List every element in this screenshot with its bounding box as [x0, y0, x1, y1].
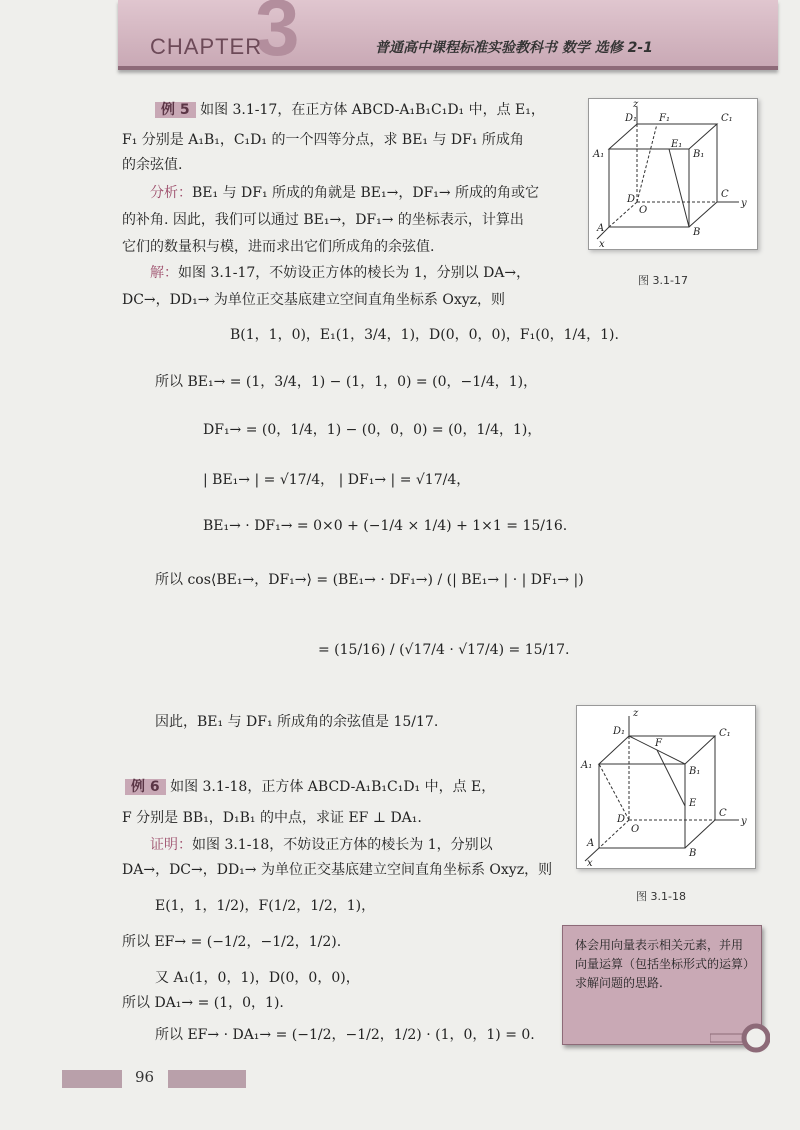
solution-line2: DC→，DD₁→ 为单位正交基底建立空间直角坐标系 Oxyz，则 [122, 292, 506, 308]
fig2-F-label: F [655, 738, 662, 749]
figure-3-1-17 [588, 98, 758, 250]
fig2-y-label: y [741, 816, 747, 827]
fig2-C-label: C [719, 808, 727, 819]
fig1-A1-label: A₁ [593, 149, 605, 160]
proof-line4: 所以 EF→ = (−1/2，−1/2，1/2). [122, 934, 342, 950]
proof-line2: DA→，DC→，DD₁→ 为单位正交基底建立空间直角坐标系 Oxyz，则 [122, 862, 553, 878]
math-line-6: = (15/16) / (√17/4 · √17/4) = 15/17. [318, 642, 570, 658]
math-line-3: | BE₁→ | = √17/4， | DF₁→ | = √17/4， [203, 472, 471, 488]
fig1-O-label: O [639, 205, 648, 216]
figure-3-1-18-caption: 图 3.1-18 [636, 890, 686, 903]
fig2-B-label: B [689, 848, 697, 859]
analysis-line2: 的补角. 因此，我们可以通过 BE₁→，DF₁→ 的坐标表示，计算出 [122, 212, 524, 228]
proof-line3: E(1，1，1/2)，F(1/2，1/2，1)， [155, 898, 376, 914]
book-title: 普通高中课程标准实验教科书 数学 选修 2-1 [375, 40, 653, 56]
side-note-text: 体会用向量表示相关元素，并用向量运算（包括坐标形式的运算）求解问题的思路. [575, 938, 750, 990]
math-line-2: DF₁→ = (0，1/4，1) − (0，0，0) = (0，1/4，1)， [203, 422, 542, 438]
fig1-x-label: x [599, 239, 605, 249]
ex5-line3: 的余弦值. [122, 157, 183, 173]
fig2-E-label: E [689, 798, 697, 809]
figure-3-1-18 [576, 705, 756, 869]
fig1-D1-label: D₁ [625, 113, 638, 124]
math-line-4: BE₁→ · DF₁→ = 0×0 + (−1/4 × 1/4) + 1×1 = 15/16. [203, 518, 568, 534]
proof-line5: 又 A₁(1，0，1)，D(0，0，0)， [155, 970, 360, 986]
fig1-B1-label: B₁ [693, 149, 705, 160]
solution-label: 解： [150, 265, 178, 281]
key-icon [710, 1022, 770, 1056]
fig2-A-label: A [587, 838, 595, 849]
figure-3-1-17-caption: 图 3.1-17 [638, 274, 688, 287]
fig1-E1-label: E₁ [671, 139, 683, 150]
fig2-z-label: z [633, 708, 639, 719]
analysis-label: 分析： [150, 185, 192, 201]
cube-diagram-1 [589, 99, 757, 249]
proof-line7: 所以 EF→ · DA₁→ = (−1/2，−1/2，1/2) · (1，0，1) = 0. [155, 1027, 535, 1043]
proof-line6: 所以 DA₁→ = (1，0，1). [122, 995, 284, 1011]
ex6-line2: F 分别是 BB₁，D₁B₁ 的中点，求证 EF ⊥ DA₁. [122, 810, 422, 826]
analysis-line1: BE₁ 与 DF₁ 所成的角就是 BE₁→，DF₁→ 所成的角或它 [192, 185, 540, 201]
fig1-F1-label: F₁ [659, 113, 670, 124]
coordinates-line: B(1，1，0)，E₁(1，3/4，1)，D(0，0，0)，F₁(0，1/4，1). [230, 327, 619, 343]
fig1-z-label: z [633, 99, 639, 110]
fig2-D1-label: D₁ [613, 726, 626, 737]
chapter-label: CHAPTER [150, 34, 263, 59]
example-5-label: 例 5 [155, 102, 196, 118]
footer-bar-left [62, 1070, 122, 1088]
chapter-number: 3 [255, 0, 300, 72]
page-number: 96 [135, 1068, 155, 1086]
fig2-O-label: O [631, 824, 640, 835]
fig1-D-label: D [627, 194, 636, 205]
fig1-C1-label: C₁ [721, 113, 733, 124]
fig1-C-label: C [721, 189, 729, 200]
math-line-1: 所以 BE₁→ = (1，3/4，1) − (1，1，0) = (0，−1/4，1)， [155, 374, 538, 390]
example-6-label: 例 6 [125, 779, 166, 795]
analysis-line3: 它们的数量积与模，进而求出它们所成角的余弦值. [122, 239, 435, 255]
fig1-y-label: y [741, 198, 747, 209]
cube-diagram-2 [577, 706, 755, 868]
fig1-A-label: A [597, 223, 605, 234]
fig2-B1-label: B₁ [689, 766, 701, 777]
fig2-x-label: x [587, 858, 593, 868]
footer-bar-right [168, 1070, 246, 1088]
math-line-5: 所以 cos⟨BE₁→，DF₁→⟩ = (BE₁→ · DF₁→) / (| BE₁→ | · | DF₁→ |) [155, 572, 584, 588]
ex6-line1: 如图 3.1-18，正方体 ABCD-A₁B₁C₁D₁ 中，点 E， [170, 779, 496, 795]
fig1-B-label: B [693, 227, 701, 238]
proof-line1: 如图 3.1-18，不妨设正方体的棱长为 1，分别以 [192, 837, 493, 853]
ex5-conclusion: 因此，BE₁ 与 DF₁ 所成角的余弦值是 15/17. [155, 714, 439, 730]
fig2-C1-label: C₁ [719, 728, 731, 739]
proof-label: 证明： [150, 837, 192, 853]
fig2-A1-label: A₁ [581, 760, 593, 771]
solution-line1: 如图 3.1-17，不妨设正方体的棱长为 1，分别以 DA→， [178, 265, 531, 281]
ex5-line1: 如图 3.1-17，在正方体 ABCD-A₁B₁C₁D₁ 中，点 E₁， [200, 102, 545, 118]
fig2-D-label: D [617, 814, 626, 825]
ex5-line2: F₁ 分别是 A₁B₁，C₁D₁ 的一个四等分点，求 BE₁ 与 DF₁ 所成角 [122, 132, 524, 148]
